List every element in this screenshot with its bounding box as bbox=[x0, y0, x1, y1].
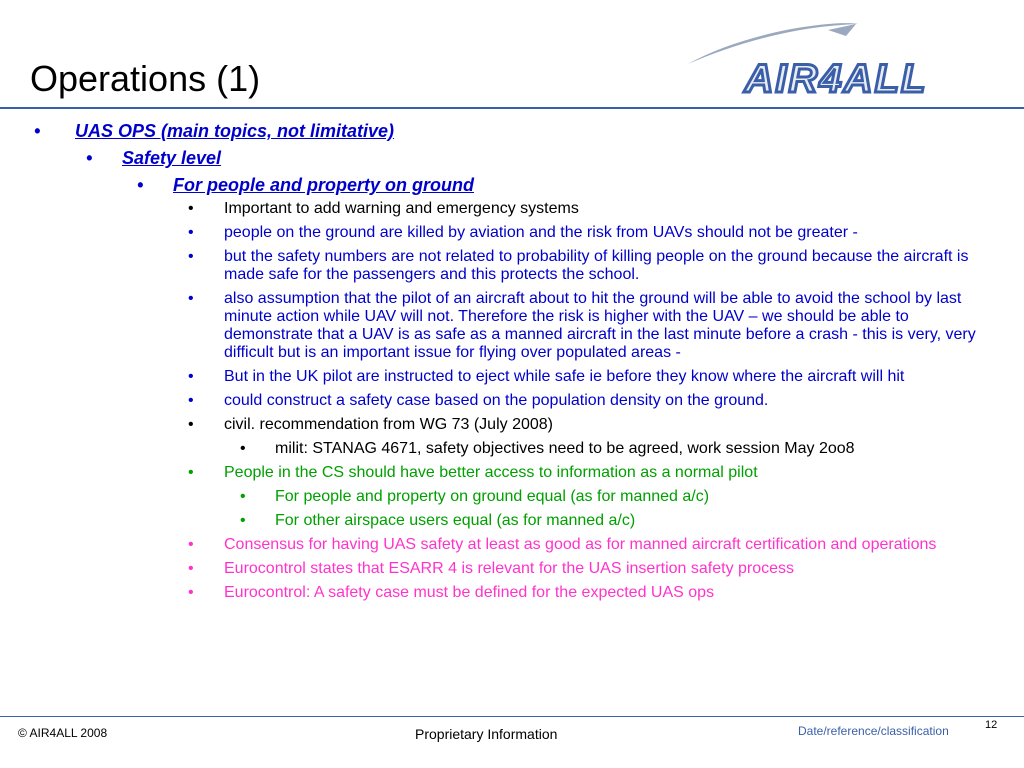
bullet-item bbox=[0, 174, 1024, 196]
title-divider bbox=[0, 107, 1024, 109]
bullet-item bbox=[0, 368, 1024, 386]
bullet-glyph: • bbox=[188, 224, 194, 241]
bullet-glyph: • bbox=[240, 488, 246, 505]
bullet-glyph: • bbox=[188, 248, 194, 265]
bullet-text: But in the UK pilot are instructed to eject while safe ie before they know where the aircraft will hit bbox=[224, 368, 905, 385]
bullet-text: People in the CS should have better access to information as a normal pilot bbox=[224, 464, 758, 481]
bullet-item bbox=[0, 440, 1024, 458]
slide-title: Operations (1) bbox=[30, 58, 261, 99]
bullet-text: Eurocontrol: A safety case must be defined for the expected UAS ops bbox=[224, 584, 715, 601]
bullet-item bbox=[0, 200, 1024, 218]
bullet-glyph: • bbox=[188, 416, 194, 433]
bullet-glyph: • bbox=[137, 175, 144, 195]
footer-proprietary: Proprietary Information bbox=[415, 726, 558, 742]
bullet-item bbox=[0, 416, 1024, 434]
bullet-text: UAS OPS (main topics, not limitative) bbox=[75, 121, 395, 141]
logo-text: AIR4ALL bbox=[744, 57, 928, 98]
footer-reference: Date/reference/classification bbox=[798, 724, 949, 738]
bullet-glyph: • bbox=[188, 392, 194, 409]
bullet-text: but the safety numbers are not related to probability of killing people on the ground because the aircraft is made safe for the passengers and this protects the school. bbox=[224, 248, 969, 283]
bullet-item bbox=[0, 290, 1024, 362]
bullet-glyph: • bbox=[240, 440, 246, 457]
bullet-item bbox=[0, 224, 1024, 242]
bullet-text: also assumption that the pilot of an aircraft about to hit the ground will be able to avoid the school by last minute action while UAV will not. Therefore the risk is higher with the UAV – we should be able to demonstrate that a UAV is as safe as a manned aircraft in the last minute before a crash - this is very, very difficult but is an important issue for flying over populated areas - bbox=[224, 290, 976, 361]
footer-divider bbox=[0, 716, 1024, 717]
bullet-glyph: • bbox=[188, 464, 194, 481]
bullet-item bbox=[0, 560, 1024, 578]
page-number: 12 bbox=[985, 719, 998, 731]
bullet-text: Safety level bbox=[122, 148, 222, 168]
bullet-glyph: • bbox=[240, 512, 246, 529]
bullet-item bbox=[0, 147, 1024, 169]
bullet-glyph: • bbox=[188, 560, 194, 577]
air4all-logo bbox=[678, 20, 994, 98]
bullet-item bbox=[0, 536, 1024, 554]
bullet-glyph: • bbox=[188, 368, 194, 385]
bullet-item bbox=[0, 584, 1024, 602]
bullet-item bbox=[0, 392, 1024, 410]
bullet-text: Consensus for having UAS safety at least as good as for manned aircraft certification and operations bbox=[224, 536, 937, 553]
bullet-text: could construct a safety case based on the population density on the ground. bbox=[224, 392, 769, 409]
bullet-text: Eurocontrol states that ESARR 4 is relevant for the UAS insertion safety process bbox=[224, 560, 795, 577]
bullet-item bbox=[0, 120, 1024, 142]
bullet-glyph: • bbox=[188, 584, 194, 601]
bullet-item bbox=[0, 248, 1024, 284]
bullet-list bbox=[0, 120, 1024, 608]
bullet-glyph: • bbox=[188, 536, 194, 553]
bullet-item bbox=[0, 488, 1024, 506]
bullet-glyph: • bbox=[188, 200, 194, 217]
bullet-item bbox=[0, 464, 1024, 482]
bullet-text: For other airspace users equal (as for manned a/c) bbox=[275, 512, 636, 529]
bullet-glyph: • bbox=[86, 148, 93, 168]
bullet-glyph: • bbox=[34, 121, 41, 141]
bullet-text: For people and property on ground bbox=[173, 175, 474, 195]
bullet-item bbox=[0, 512, 1024, 530]
bullet-text: For people and property on ground equal (as for manned a/c) bbox=[275, 488, 710, 505]
bullet-text: milit: STANAG 4671, safety objectives need to be agreed, work session May 2oo8 bbox=[275, 440, 855, 457]
bullet-text: people on the ground are killed by aviation and the risk from UAVs should not be greater - bbox=[224, 224, 858, 241]
bullet-glyph: • bbox=[188, 290, 194, 307]
bullet-text: civil. recommendation from WG 73 (July 2008) bbox=[224, 416, 553, 433]
footer-copyright: © AIR4ALL 2008 bbox=[18, 726, 108, 740]
bullet-text: Important to add warning and emergency systems bbox=[224, 200, 579, 217]
